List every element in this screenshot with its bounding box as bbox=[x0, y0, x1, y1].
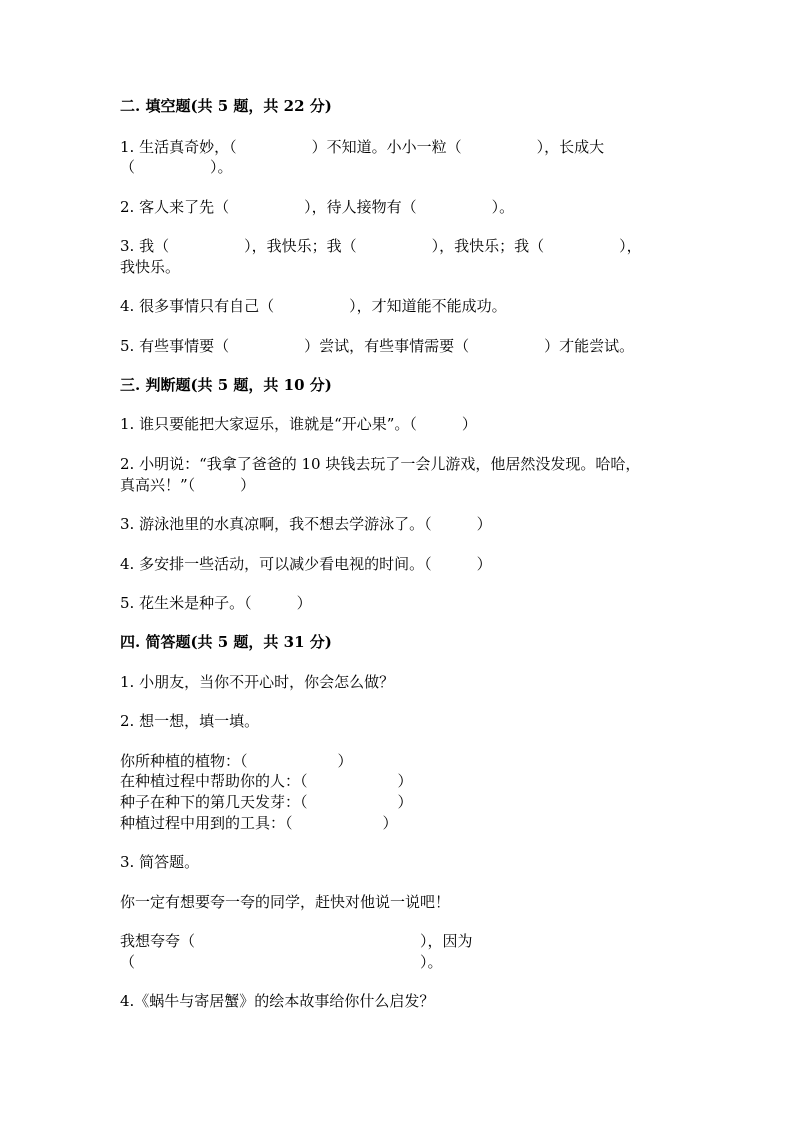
short-question-3: 3. 简答题。 bbox=[120, 853, 200, 871]
fill-section-heading: 二. 填空题(共 5 题，共 22 分) bbox=[120, 97, 332, 115]
short-question-3-answer-1: 我想夸夸（ ），因为 bbox=[120, 932, 473, 950]
judge-question-3: 3. 游泳池里的水真凉啊，我不想去学游泳了。（ ） bbox=[120, 515, 492, 533]
short-question-2-sprout-day: 种子在种下的第几天发芽：（ ） bbox=[120, 793, 413, 811]
fill-question-1-cont: （ ）。 bbox=[120, 158, 233, 176]
short-question-3-prompt: 你一定有想要夸一夸的同学，赶快对他说一说吧！ bbox=[120, 893, 451, 911]
judge-section-heading: 三. 判断题(共 5 题，共 10 分) bbox=[120, 376, 332, 394]
judge-question-5: 5. 花生米是种子。（ ） bbox=[120, 594, 312, 612]
short-question-2-tools: 种植过程中用到的工具：（ ） bbox=[120, 814, 398, 832]
short-question-2-helper: 在种植过程中帮助你的人：（ ） bbox=[120, 772, 413, 790]
fill-question-1: 1. 生活真奇妙，（ ）不知道。小小一粒（ ），长成大 bbox=[120, 138, 605, 156]
judge-question-2-cont: 真高兴！”（ ） bbox=[120, 476, 256, 494]
short-section-heading: 四. 简答题(共 5 题，共 31 分) bbox=[120, 633, 332, 651]
judge-question-1: 1. 谁只要能把大家逗乐，谁就是“开心果”。（ ） bbox=[120, 415, 477, 433]
fill-question-2: 2. 客人来了先（ ），待人接物有（ ）。 bbox=[120, 198, 515, 216]
short-question-3-answer-2: （ ）。 bbox=[120, 953, 443, 971]
judge-question-4: 4. 多安排一些活动，可以减少看电视的时间。（ ） bbox=[120, 555, 492, 573]
fill-question-3: 3. 我（ ），我快乐；我（ ），我快乐；我（ ）， bbox=[120, 237, 642, 255]
short-question-2-plant: 你所种植的植物：（ ） bbox=[120, 752, 353, 770]
short-question-1: 1. 小朋友，当你不开心时，你会怎么做？ bbox=[120, 673, 395, 691]
fill-question-4: 4. 很多事情只有自己（ ），才知道能不能成功。 bbox=[120, 297, 507, 315]
judge-question-2: 2. 小明说：“我拿了爸爸的 10 块钱去玩了一会儿游戏，他居然没发现。哈哈， bbox=[120, 455, 641, 473]
short-question-4: 4.《蜗牛与寄居蟹》的绘本故事给你什么启发？ bbox=[120, 992, 435, 1010]
short-question-2: 2. 想一想，填一填。 bbox=[120, 712, 260, 730]
fill-question-3-cont: 我快乐。 bbox=[120, 258, 181, 276]
fill-question-5: 5. 有些事情要（ ）尝试，有些事情需要（ ）才能尝试。 bbox=[120, 337, 635, 355]
